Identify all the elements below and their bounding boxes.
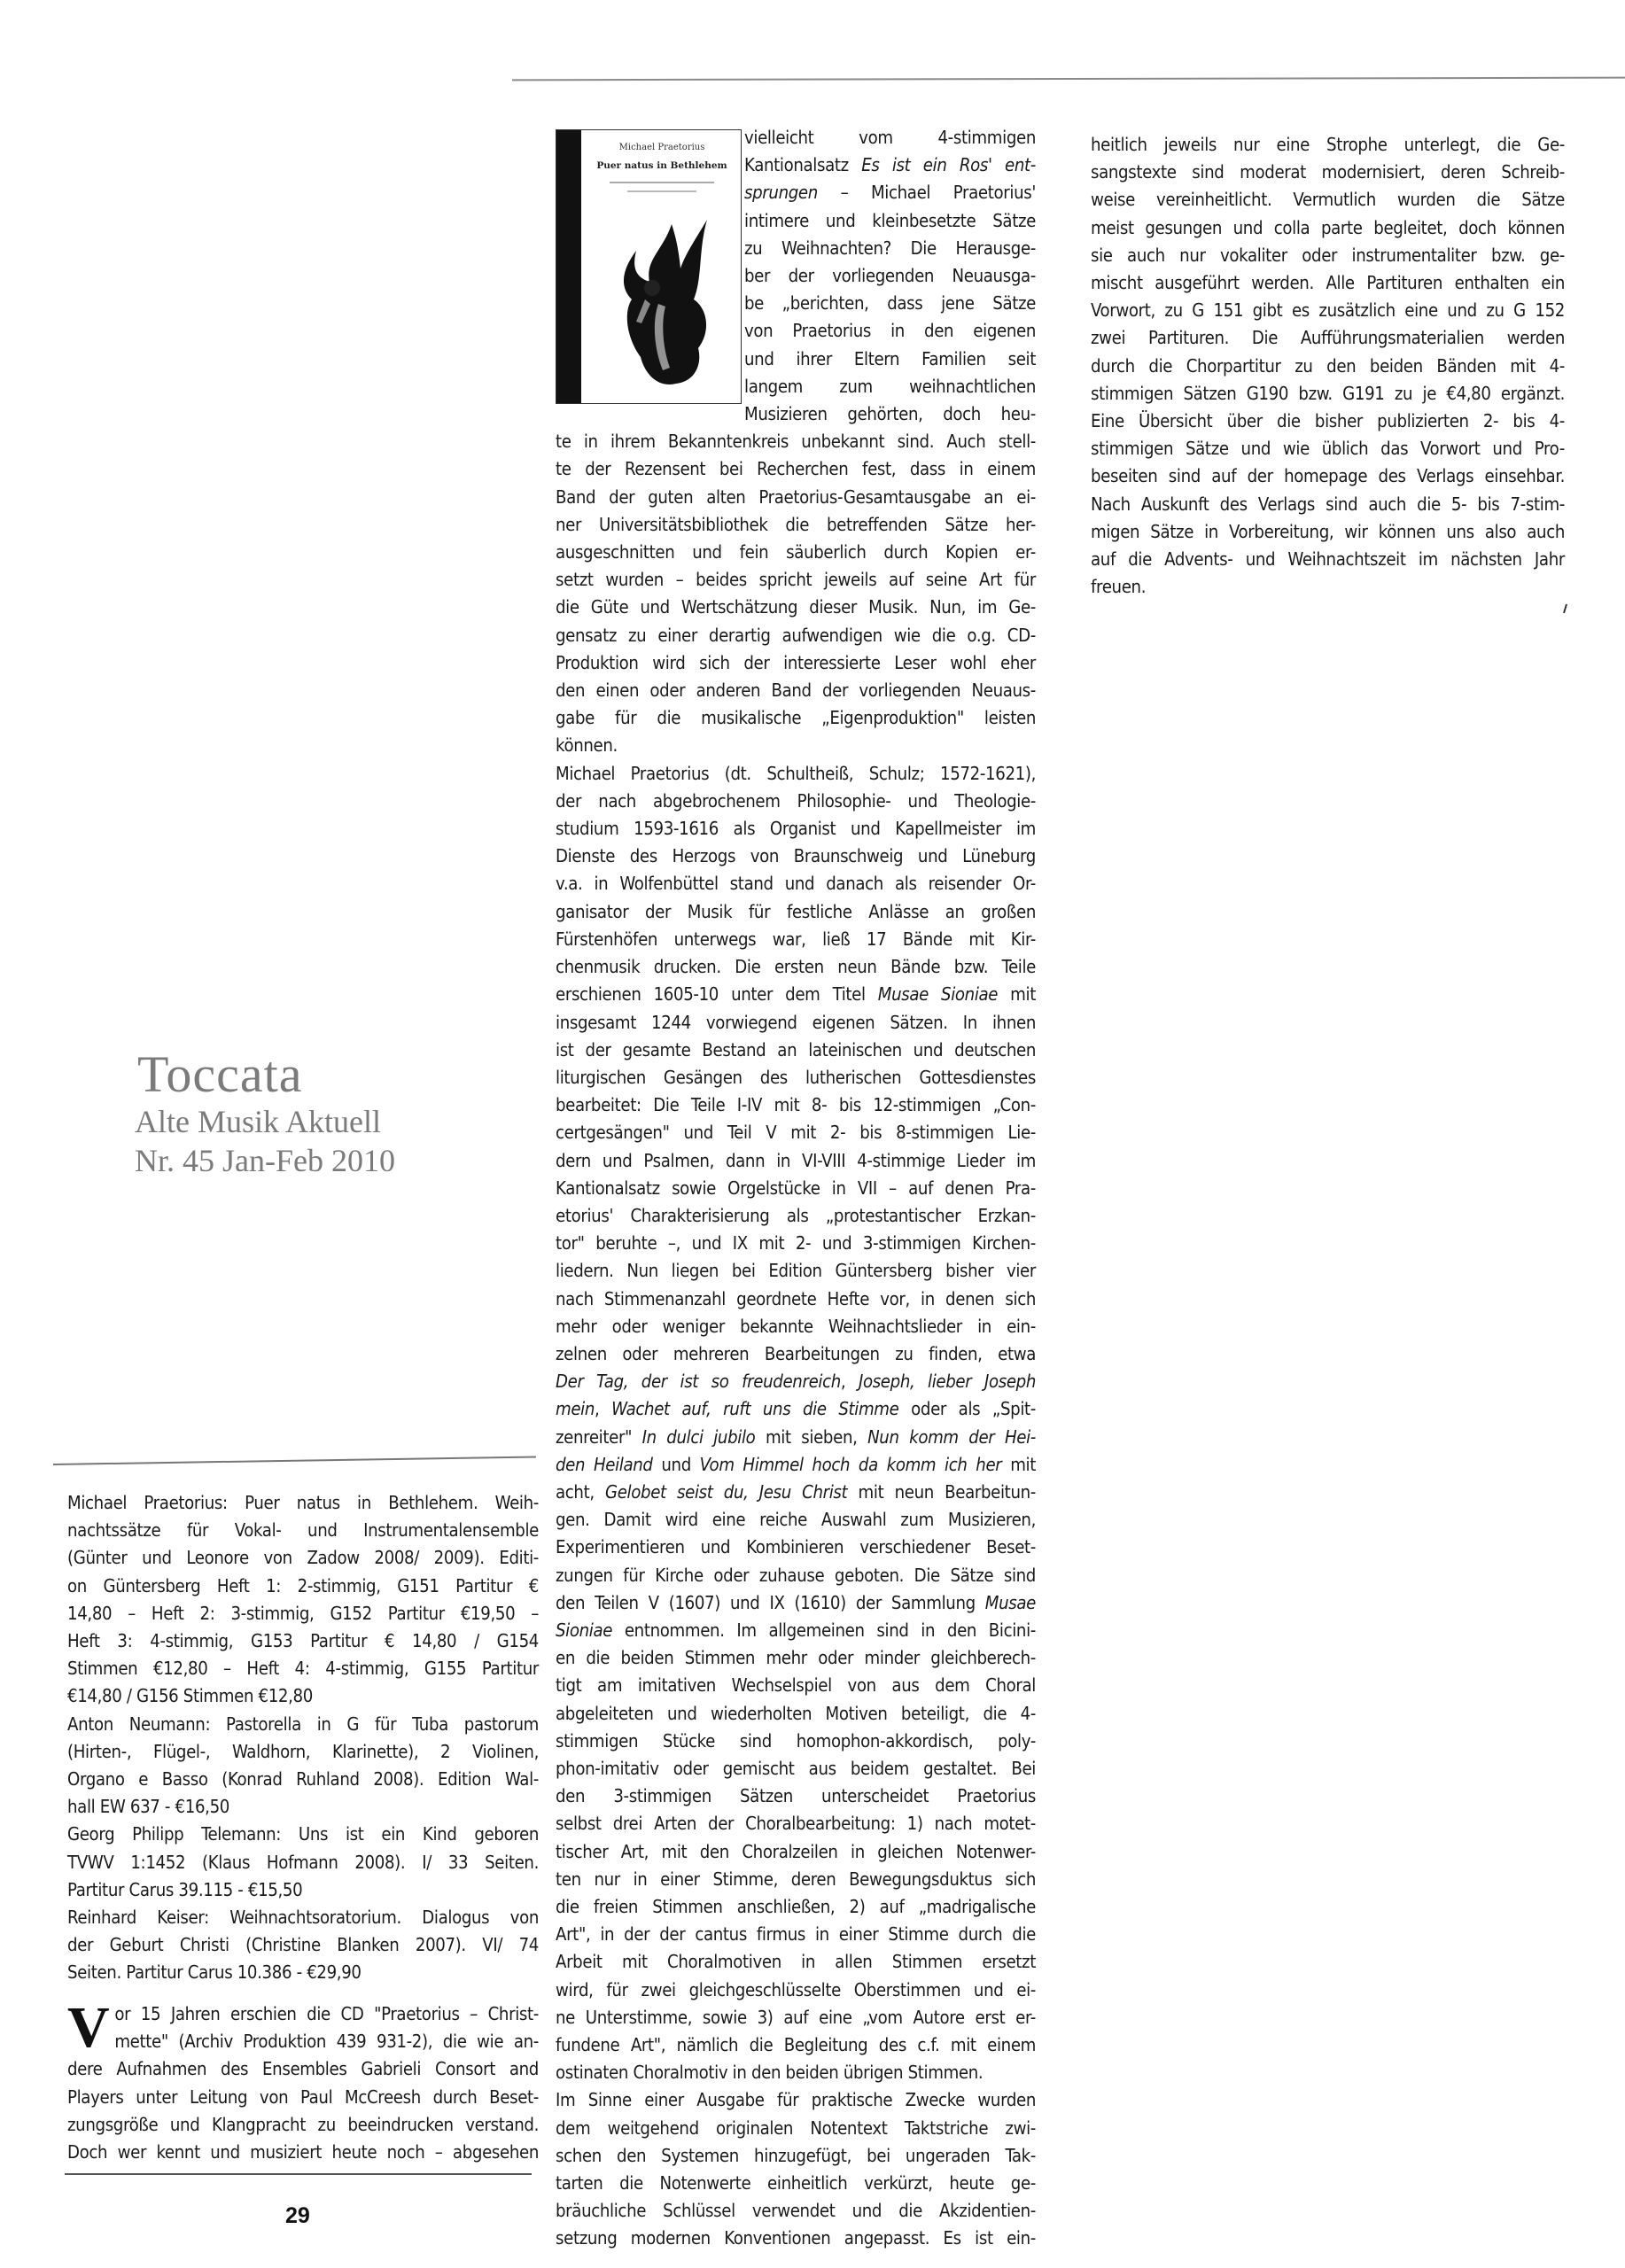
- text-line: ne Unterstimme, sowie 3) auf eine „vom Autore erst er-: [556, 2006, 1036, 2028]
- text-line: Produktion wird sich der interessierte Leser wohl eher: [556, 651, 1036, 673]
- text-line: intimere und kleinbesetzte Sätze: [744, 209, 1036, 231]
- text-line: hall EW 637 - €16,50: [67, 1796, 229, 1818]
- text-line: migen Sätze in Vorbereitung, wir können uns also auch: [1091, 520, 1565, 542]
- text-line: insgesamt 1244 vorwiegend eigenen Sätzen. In ihnen: [556, 1011, 1036, 1033]
- top-rule: [512, 77, 1625, 82]
- text-line: Michael Praetorius: Puer natus in Bethlehem. Weih-: [67, 1492, 539, 1513]
- text-line: den Teilen V (1607) und IX (1610) der Sammlung Musae: [556, 1591, 1036, 1613]
- text-line: gen. Damit wird eine reiche Auswahl zum Musizieren,: [556, 1509, 1036, 1531]
- bibliography-entry: [67, 1821, 539, 1904]
- text-line: phon-imitativ oder gemischt aus beidem gestaltet. Bei: [556, 1757, 1036, 1779]
- text-line: die freien Stimmen anschließen, 2) auf „madrigalische: [556, 1896, 1036, 1917]
- text-line: der Geburt Christi (Christine Blanken 2007). VI/ 74: [67, 1934, 539, 1956]
- bibliography-entry: [67, 1711, 539, 1821]
- scan-speck: [1559, 602, 1577, 620]
- drop-cap: V: [67, 1995, 110, 2060]
- text-line: und ihrer Eltern Familien seit: [744, 347, 1036, 369]
- text-line: der nach abgebrochenem Philosophie- und Theologie-: [556, 789, 1036, 812]
- text-line: studium 1593-1616 als Organist und Kapellmeister im: [556, 818, 1036, 840]
- text-line: setzt wurden – beides spricht jeweils auf seine Art für: [556, 569, 1036, 591]
- bibliography-entry: [67, 1489, 539, 1711]
- text-line: Vorwort, zu G 151 gibt es zusätzlich eine und zu G 152: [1091, 299, 1565, 322]
- text-line: wird, für zwei gleichgeschlüsselte Oberstimmen und ei-: [556, 1978, 1036, 2000]
- text-line: tigt am imitativen Wechselspiel von aus dem Choral: [556, 1674, 1036, 1697]
- text-line: Doch wer kennt und musiziert heute noch – abgesehen: [67, 2141, 539, 2163]
- text-line: beseiten sind auf der homepage des Verlags einsehbar.: [1091, 465, 1565, 487]
- text-line: erschienen 1605-10 unter dem Titel Musae Sioniae mit: [556, 983, 1036, 1006]
- text-line: zungsgröße und Klangpracht zu beeindrucken verstand.: [67, 2113, 539, 2135]
- text-line: Seiten. Partitur Carus 10.386 - €29,90: [67, 1961, 362, 1984]
- text-line: chenmusik drucken. Die ersten neun Bände bzw. Teile: [556, 956, 1036, 978]
- text-line: vielleicht vom 4-stimmigen: [744, 127, 1036, 148]
- text-line: mein, Wachet auf, ruft uns die Stimme oder als „Spit-: [556, 1398, 1036, 1420]
- text-line: ostinaten Choralmotiv in den beiden übrigen Stimmen.: [556, 2062, 984, 2084]
- text-line: tarten die Notenwerte einheitlich verkürzt, heute ge-: [556, 2172, 1036, 2194]
- text-line: mehr oder weniger bekannte Weihnachtslieder in ein-: [556, 1315, 1036, 1337]
- text-line: zelnen oder mehreren Bearbeitungen zu finden, etwa: [556, 1342, 1036, 1364]
- text-line: TVWV 1:1452 (Klaus Hofmann 2008). I/ 33 Seiten.: [67, 1851, 539, 1873]
- text-line: etorius' Charakterisierung als „protestantischer Erzkan-: [556, 1204, 1036, 1226]
- text-line: be „berichten, dass jene Sätze: [744, 292, 1036, 315]
- text-line: Dienste des Herzogs von Braunschweig und Lüneburg: [556, 845, 1036, 867]
- text-line: Michael Praetorius (dt. Schultheiß, Schulz; 1572-1621),: [556, 762, 1036, 784]
- bibliography-top-rule: [53, 1456, 536, 1465]
- cover-author: Michael Praetorius: [618, 143, 705, 152]
- text-line: Anton Neumann: Pastorella in G für Tuba pastorum: [67, 1713, 539, 1735]
- text-line: gabe für die musikalische „Eigenproduktion" leisten: [556, 707, 1036, 729]
- text-line: zenreiter" In dulci jubilo mit sieben, Nun komm der Hei-: [556, 1425, 1036, 1448]
- text-line: sangstexte sind moderat modernisiert, deren Schreib-: [1091, 161, 1565, 183]
- stamp-issue: Nr. 45 Jan-Feb 2010: [135, 1143, 395, 1178]
- source-stamp: [137, 1047, 395, 1180]
- text-line: ist der gesamte Bestand an lateinischen und deutschen: [556, 1038, 1036, 1060]
- text-line: Organo e Basso (Konrad Ruhland 2008). Edition Wal-: [67, 1768, 539, 1790]
- text-line: Kantionalsatz sowie Orgelstücke in VII – auf denen Pra-: [556, 1177, 1036, 1199]
- stamp-title: Toccata: [137, 1045, 303, 1103]
- text-line: Players unter Leitung von Paul McCreesh durch Beset-: [67, 2085, 539, 2108]
- text-line: Heft 3: 4-stimmig, G153 Partitur € 14,80 / G154: [67, 1630, 539, 1652]
- text-line: heitlich jeweils nur eine Strophe unterlegt, die Ge-: [1091, 134, 1565, 155]
- text-line: zwei Partituren. Die Aufführungsmaterialien werden: [1091, 327, 1565, 349]
- text-line: Art", in der der cantus firmus in einer Stimme durch die: [556, 1923, 1036, 1946]
- text-line: freuen.: [1091, 576, 1147, 598]
- text-line: mette" (Archiv Produktion 439 931-2), die wie an-: [114, 2031, 539, 2053]
- text-line: (Günter und Leonore von Zadow 2008/ 2009). Editi-: [67, 1547, 539, 1569]
- text-line: nachtssätze für Vokal- und Instrumentalensemble: [67, 1519, 539, 1542]
- text-line: (Hirten-, Flügel-, Waldhorn, Klarinette), 2 Violinen,: [67, 1740, 539, 1762]
- text-line: abgeleiteten und wiederholten Motiven beteiligt, die 4-: [556, 1702, 1036, 1724]
- text-line: mischt ausgeführt werden. Alle Partituren enthalten ein: [1091, 272, 1565, 294]
- text-line: weise vereinheitlicht. Vermutlich wurden die Sätze: [1091, 189, 1565, 211]
- text-line: ganisator der Musik für festliche Anlässe an großen: [556, 900, 1036, 922]
- text-line: Musizieren gehörten, doch heu-: [744, 403, 1036, 425]
- text-line: stimmigen Sätze und wie üblich das Vorwort und Pro-: [1091, 438, 1565, 460]
- text-line: von Praetorius in den eigenen: [744, 320, 1036, 342]
- text-line: €14,80 / G156 Stimmen €12,80: [67, 1685, 313, 1707]
- text-line: gensatz zu einer derartig aufwendigen wie die o.g. CD-: [556, 624, 1036, 646]
- text-line: fundene Art", nämlich die Begleitung des c.f. mit einem: [556, 2034, 1036, 2056]
- bibliography-entry: [67, 1904, 539, 1987]
- text-line: dern und Psalmen, dann in VI-VIII 4-stimmige Lieder im: [556, 1149, 1036, 1171]
- text-line: Stimmen €12,80 – Heft 4: 4-stimmig, G155 Partitur: [67, 1658, 539, 1680]
- text-line: tischer Art, mit den Choralzeilen in gleichen Notenwer-: [556, 1840, 1036, 1862]
- text-line: 14,80 – Heft 2: 3-stimmig, G152 Partitur €19,50 –: [67, 1602, 539, 1624]
- text-line: setzung modernen Konventionen angepasst. Es ist ein-: [556, 2227, 1036, 2249]
- text-line: den einen oder anderen Band der vorliegenden Neuaus-: [556, 680, 1036, 702]
- text-line: Georg Philipp Telemann: Uns ist ein Kind geboren: [67, 1823, 539, 1845]
- page-number: 29: [285, 2203, 310, 2228]
- text-line: or 15 Jahren erschien die CD "Praetorius – Christ-: [114, 2003, 539, 2024]
- text-line: dem weitgehend originalen Notentext Taktstriche zwi-: [556, 2117, 1036, 2139]
- article-column-middle: [556, 124, 1036, 2253]
- text-line: dere Aufnahmen des Ensembles Gabrieli Consort and: [67, 2058, 539, 2080]
- text-line: Eine Übersicht über die bisher publizierten 2- bis 4-: [1091, 410, 1565, 432]
- text-line: Arbeit mit Choralmotiven in allen Stimmen ersetzt: [556, 1951, 1036, 1973]
- text-line: den 3-stimmigen Sätzen unterscheidet Praetorius: [556, 1785, 1036, 1807]
- text-line: tor" beruhte –, und IX mit 2- und 3-stimmigen Kirchen-: [556, 1232, 1036, 1254]
- text-line: Fürstenhöfen unterwegs war, ließ 17 Bände mit Kir-: [556, 928, 1036, 950]
- text-line: on Güntersberg Heft 1: 2-stimmig, G151 Partitur €: [67, 1574, 539, 1596]
- text-line: v.a. in Wolfenbüttel stand und danach als reisender Or-: [556, 873, 1036, 895]
- text-line: Nach Auskunft des Verlags sind auch die 5- bis 7-stim-: [1091, 493, 1565, 515]
- text-line: ausgeschnitten und fein säuberlich durch Kopien er-: [556, 541, 1036, 563]
- text-line: Experimentieren und Kombinieren verschiedener Beset-: [556, 1536, 1036, 1558]
- text-line: zungen für Kirche oder zuhause geboten. Die Sätze sind: [556, 1564, 1036, 1586]
- text-line: Im Sinne einer Ausgabe für praktische Zwecke wurden: [556, 2089, 1036, 2111]
- text-line: Der Tag, der ist so freudenreich, Joseph, lieber Joseph: [556, 1371, 1036, 1393]
- text-line: den Heiland und Vom Himmel hoch da komm ich her mit: [556, 1453, 1037, 1475]
- text-line: te der Rezensent bei Recherchen fest, dass in einem: [556, 458, 1036, 480]
- text-line: certgesängen" und Teil V mit 2- bis 8-stimmigen Lie-: [556, 1122, 1036, 1144]
- text-line: sprungen – Michael Praetorius': [744, 182, 1036, 204]
- text-line: ten nur in einer Stimme, deren Bewegungsduktus sich: [556, 1868, 1036, 1890]
- text-line: sie auch nur vokaliter oder instrumentaliter bzw. ge-: [1091, 244, 1565, 266]
- text-line: Kantionalsatz Es ist ein Ros' ent-: [744, 154, 1036, 176]
- text-line: liedern. Nun liegen bei Edition Güntersberg bisher vier: [556, 1260, 1036, 1282]
- text-line: liturgischen Gesängen des lutherischen Gottesdienstes: [556, 1066, 1036, 1088]
- text-line: meist gesungen und colla parte begleitet, doch können: [1091, 216, 1565, 238]
- text-line: ber der vorliegenden Neuausga-: [744, 265, 1036, 287]
- text-line: zu Weihnachten? Die Herausge-: [744, 237, 1036, 259]
- text-line: Reinhard Keiser: Weihnachtsoratorium. Dialogus von: [67, 1907, 539, 1929]
- text-line: Partitur Carus 39.115 - €15,50: [67, 1878, 303, 1900]
- text-line: selbst drei Arten der Choralbearbeitung: 1) nach motet-: [556, 1813, 1036, 1835]
- text-line: bearbeitet: Die Teile I-IV mit 8- bis 12-stimmigen „Con-: [556, 1094, 1036, 1116]
- text-line: ner Universitätsbibliothek die betreffenden Sätze her-: [556, 513, 1036, 535]
- text-line: Band der guten alten Praetorius-Gesamtausgabe an ei-: [556, 485, 1036, 508]
- article-column-right: [1091, 131, 1565, 601]
- text-line: durch die Chorpartitur zu den beiden Bänden mit 4-: [1091, 354, 1565, 377]
- article-intro: [67, 1995, 539, 2166]
- text-line: die Güte und Wertschätzung dieser Musik. Nun, im Ge-: [556, 596, 1036, 618]
- footer-rule: [65, 2173, 532, 2175]
- stamp-subtitle: Alte Musik Aktuell: [135, 1104, 381, 1139]
- text-line: stimmigen Sätzen G190 bzw. G191 zu je €4,80 ergänzt.: [1091, 382, 1565, 404]
- text-line: te in ihrem Bekanntenkreis unbekannt sind. Auch stell-: [556, 431, 1036, 453]
- text-line: auf die Advents- und Weihnachtszeit im nächsten Jahr: [1091, 548, 1565, 571]
- cover-title: Puer natus in Bethlehem: [596, 160, 727, 171]
- text-line: bräuchliche Schlüssel verwendet und die Akzidentien-: [556, 2200, 1036, 2222]
- text-line: nach Stimmenanzahl geordnete Hefte vor, in denen sich: [556, 1287, 1036, 1309]
- text-line: stimmigen Stücke sind homophon-akkordisch, poly-: [556, 1729, 1036, 1751]
- bibliography-block: [67, 1489, 539, 1987]
- text-line: acht, Gelobet seist du, Jesu Christ mit neun Bearbeitun-: [556, 1480, 1036, 1503]
- text-line: Sioniae entnommen. Im allgemeinen sind in den Bicini-: [556, 1619, 1036, 1641]
- text-line: en die beiden Stimmen mehr oder minder gleichberech-: [556, 1647, 1036, 1669]
- text-line: schen den Systemen hinzugefügt, bei ungeraden Tak-: [556, 2144, 1036, 2166]
- text-line: können.: [556, 734, 618, 757]
- text-line: langem zum weihnachtlichen: [744, 375, 1036, 397]
